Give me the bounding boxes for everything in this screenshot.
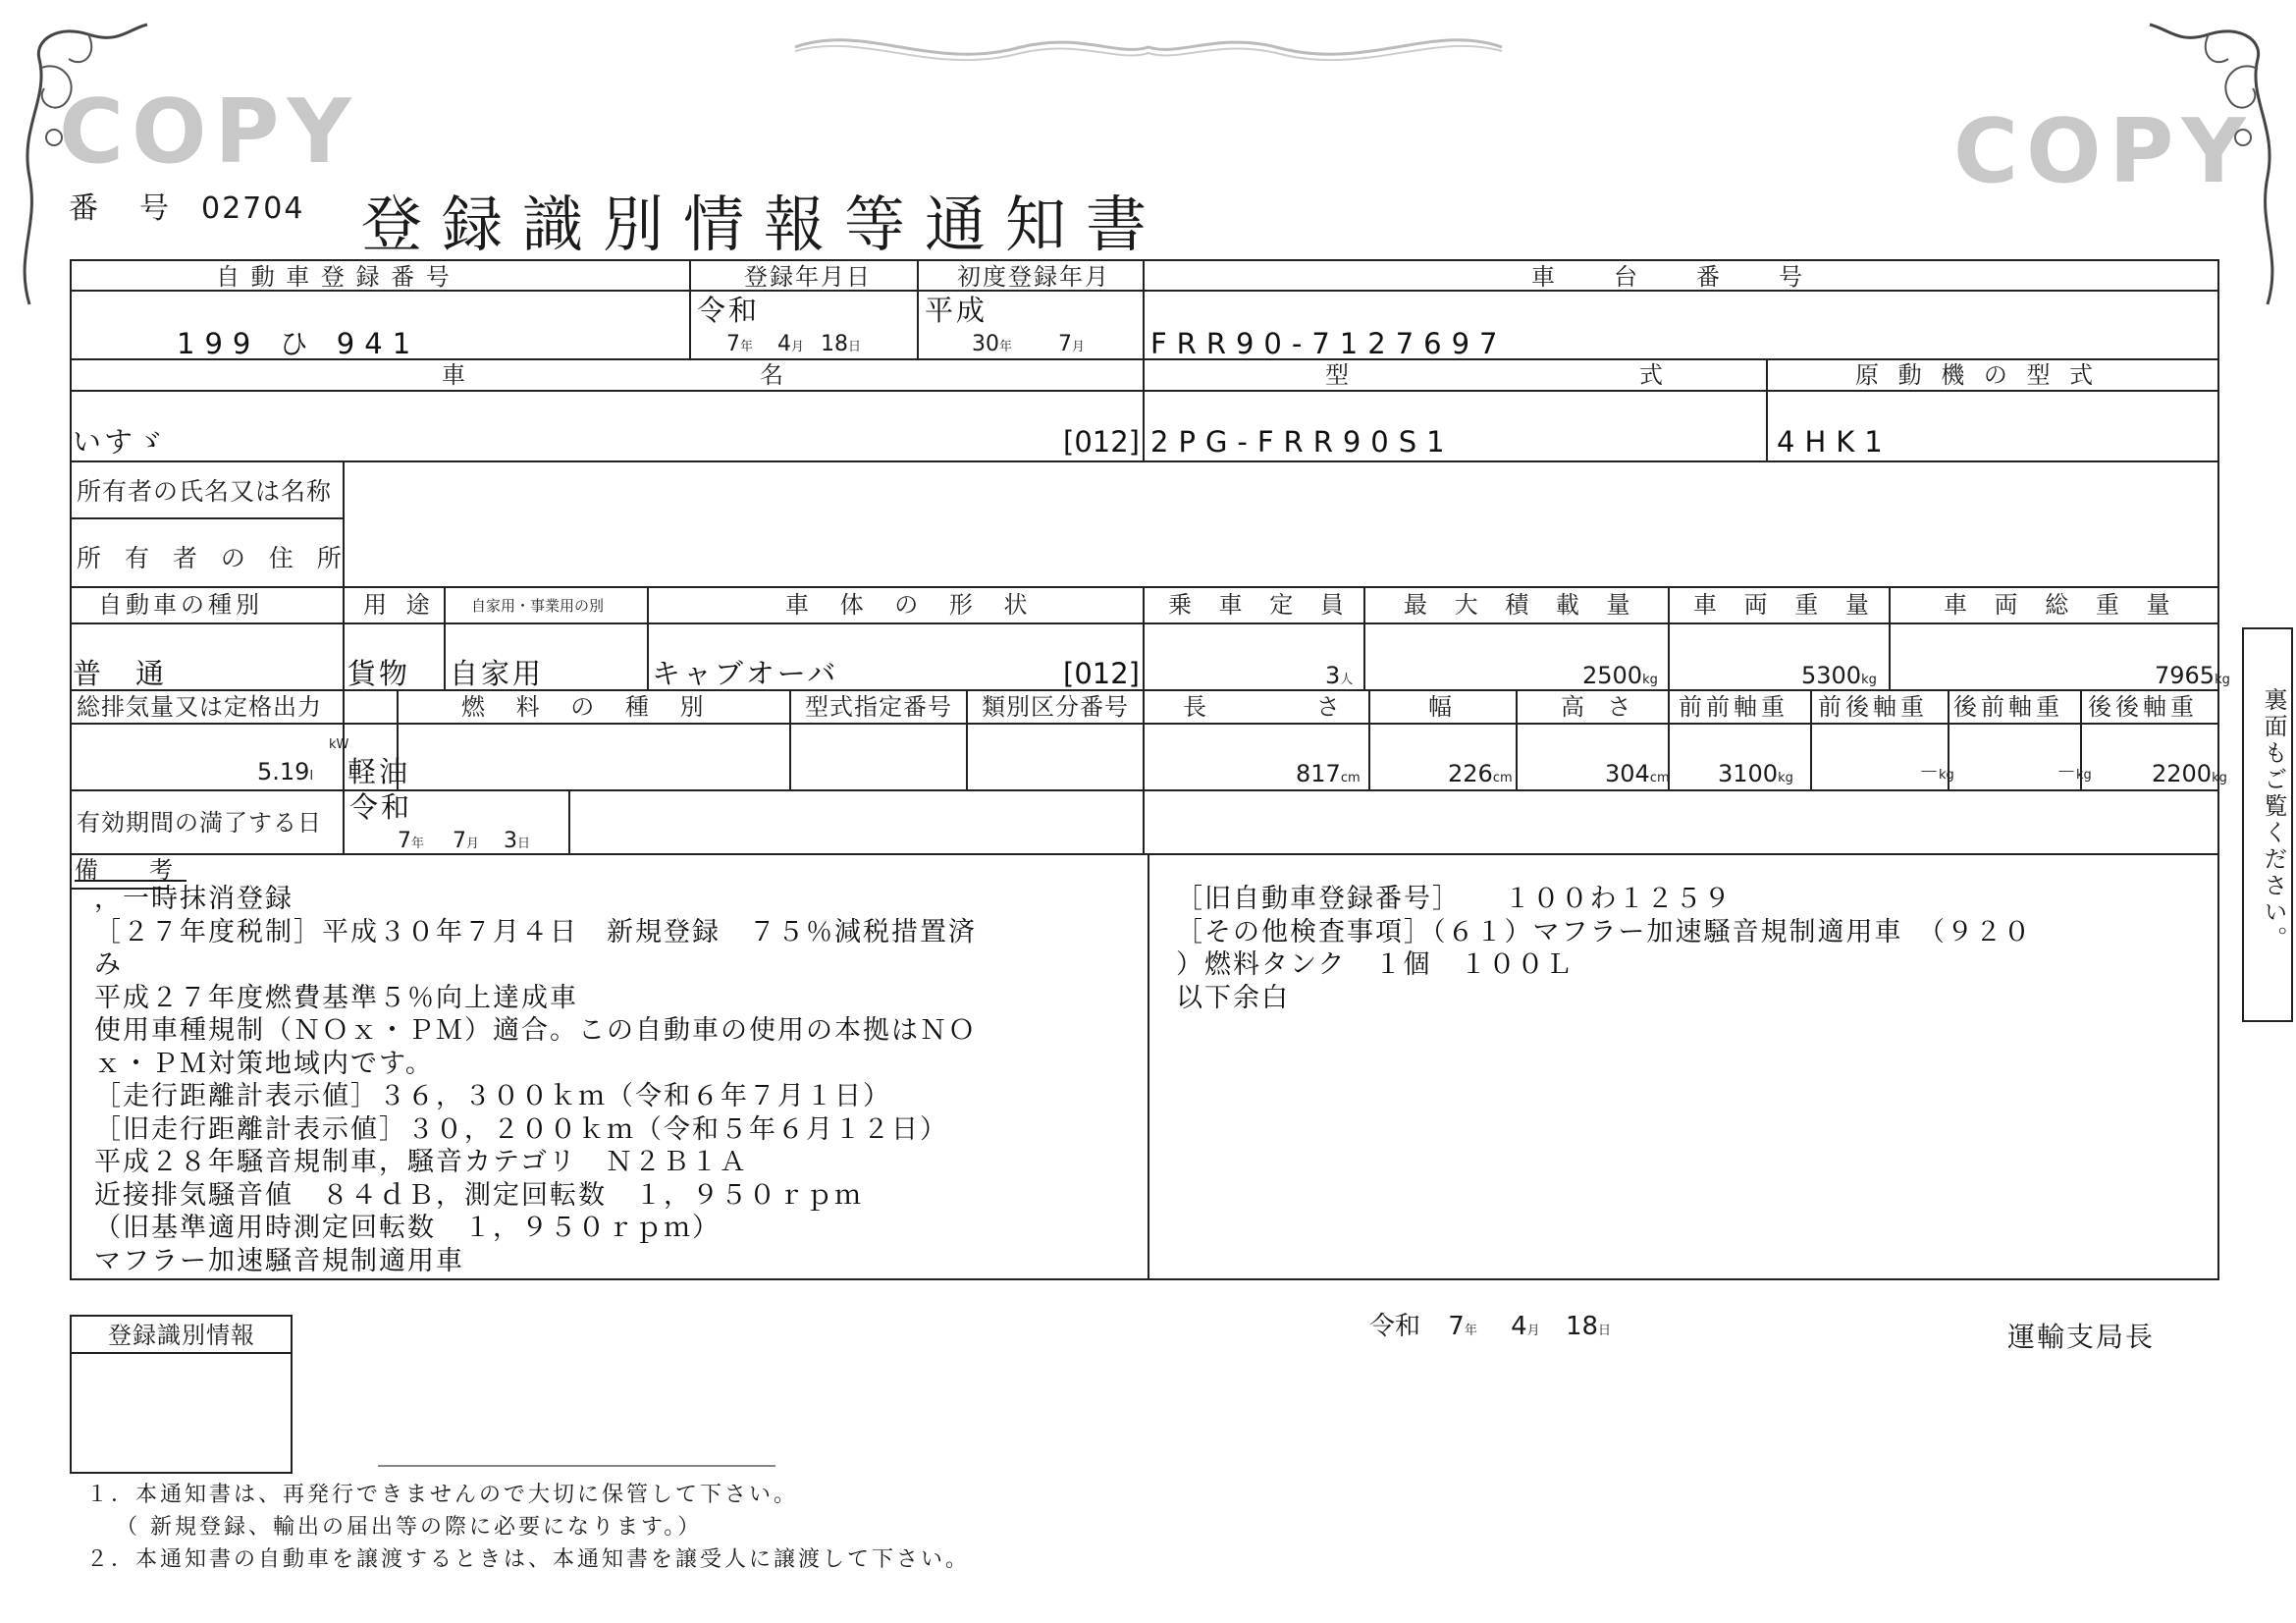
header-owner-address: 所 有 者 の 住 所: [77, 544, 349, 572]
unit-kg: kg: [1939, 768, 1954, 783]
remark-line: 以下余白: [1176, 982, 1290, 1013]
unit-year: 年: [411, 837, 425, 851]
header-registration-date: 登録年月日: [744, 263, 872, 291]
header-remarks: 備 考: [75, 856, 187, 884]
displacement-value: [257, 760, 313, 784]
unit-year: 年: [999, 340, 1013, 354]
header-rear-rear-axle: 後後軸重: [2088, 693, 2198, 721]
rear-front-axle: －: [2056, 760, 2076, 784]
issue-date-year: 7: [1448, 1312, 1465, 1341]
remark-line: 平成２８年騒音規制車，騒音カテゴリ Ｎ２Ｂ１Ａ: [94, 1147, 748, 1177]
gross-weight-value: [2155, 664, 2230, 687]
fuel-type: 軽油: [347, 755, 411, 788]
header-body-shape: 車 体 の 形 状: [785, 591, 1040, 619]
length: 817: [1296, 760, 1341, 787]
unit-person: 人: [1340, 673, 1354, 687]
header-registration-number: 自 動 車 登 録 番 号: [216, 263, 452, 291]
header-vehicle-kind: 自動車の種別: [98, 591, 263, 619]
unit-kw: kW: [329, 737, 349, 752]
remark-line: ｘ・ＰＭ対策地域内です。: [94, 1048, 434, 1079]
rear-rear-axle: 2200: [2152, 760, 2213, 787]
header-gross-weight: 車 両 総 重 量: [1944, 591, 2180, 619]
first-registration-date: [972, 334, 1085, 355]
note-1b: （ 新規登録、輸出の届出等の際に必要になります。）: [116, 1515, 703, 1540]
document-number-label: 番 号: [69, 191, 175, 226]
note-2: ２．本通知書の自動車を譲渡するときは、本通知書を譲受人に譲渡して下さい。: [86, 1547, 971, 1572]
unit-kg: kg: [1642, 673, 1658, 687]
registration-number: 199 ひ 941: [177, 327, 421, 360]
remark-line: 平成２７年度燃費基準５％向上達成車: [94, 982, 578, 1013]
header-fuel-type: 燃 料 の 種 別: [461, 693, 716, 721]
remark-line: 近接排気騒音値 ８４ｄＢ，測定回転数 １，９５０ｒｐｍ: [94, 1179, 863, 1211]
header-type-designation: 型式指定番号: [805, 693, 952, 721]
watermark-copy-left: COPY: [59, 81, 359, 184]
remark-line: 使用車種規制（ＮＯｘ・ＰＭ）適合。この自動車の使用の本拠はＮＯ: [94, 1015, 977, 1046]
remark-line: ）燃料タンク １個 １００Ｌ: [1176, 949, 1575, 980]
header-vehicle-name: 車 名: [442, 361, 813, 389]
remark-line: マフラー加速騒音規制適用車: [94, 1245, 464, 1276]
gross-weight: 7965: [2155, 662, 2216, 689]
issue-date: [1369, 1314, 1611, 1339]
remark-line: ［旧自動車登録番号］ １００わ１２５９: [1176, 884, 1733, 914]
issuer: 運輸支局長: [2007, 1321, 2156, 1353]
remark-line: み: [94, 949, 123, 980]
unit-day: 日: [1598, 1324, 1612, 1338]
expiry-era: 令和: [349, 790, 413, 824]
header-capacity: 乗 車 定 員: [1168, 591, 1354, 619]
registration-date-month: 4: [777, 332, 792, 356]
registration-date-era: 令和: [697, 294, 761, 327]
issue-date-month: 4: [1511, 1312, 1527, 1341]
first-registration-year: 30: [972, 332, 999, 356]
chassis-number: FRR90-7127697: [1150, 327, 1508, 360]
header-use: 用 途: [363, 591, 436, 619]
document-number: 02704: [201, 191, 305, 226]
vehicle-use: 貨物: [347, 657, 411, 690]
expiry-date: [398, 831, 530, 852]
engine-model: 4HK1: [1777, 425, 1893, 459]
unit-kg: kg: [2215, 673, 2230, 687]
header-first-registration: 初度登録年月: [957, 263, 1110, 291]
vehicle-kind: 普 通: [73, 657, 168, 690]
rear-rear-axle-value: [2152, 762, 2227, 785]
header-displacement: 総排気量又は定格出力: [77, 693, 322, 721]
first-registration-month: 7: [1058, 332, 1073, 356]
remark-line: ［走行距離計表示値］３６，３００ｋｍ（令和６年７月１日）: [94, 1081, 891, 1111]
header-class-number: 類別区分番号: [982, 693, 1129, 721]
remark-line: ［その他検査事項］（６１）マフラー加速騒音規制適用車 （９２０: [1176, 916, 2032, 947]
registration-date: [726, 334, 861, 355]
header-width: 幅: [1428, 693, 1454, 721]
registration-info-box-label: 登録識別情報: [108, 1322, 255, 1349]
header-owner-name: 所有者の氏名又は名称: [77, 477, 333, 506]
header-private-business: 自家用・事業用の別: [471, 597, 605, 615]
unit-month: 月: [791, 340, 805, 354]
side-note-text: 裏面もご覧ください。: [2260, 687, 2287, 952]
side-note: [2250, 687, 2285, 952]
unit-month: 月: [1526, 1324, 1540, 1338]
front-rear-axle: －: [1919, 760, 1939, 784]
unit-month: 月: [1072, 340, 1086, 354]
expiry-month: 7: [453, 829, 467, 853]
unit-day: 日: [848, 340, 862, 354]
front-front-axle-value: [1718, 762, 1793, 785]
unit-kg: kg: [2212, 771, 2227, 785]
expiry-day: 3: [504, 829, 518, 853]
issue-date-day: 18: [1565, 1312, 1599, 1341]
unit-kg: kg: [1778, 771, 1793, 785]
vehicle-weight-value: [1801, 664, 1877, 687]
header-rear-front-axle: 後前軸重: [1953, 693, 2063, 721]
expiry-year: 7: [398, 829, 411, 853]
note-1: １．本通知書は、再発行できませんので大切に保管して下さい。: [86, 1483, 799, 1507]
header-front-front-axle: 前前軸重: [1679, 693, 1789, 721]
header-height: 高 さ: [1561, 693, 1639, 721]
watermark-copy-right: COPY: [1953, 100, 2254, 203]
rear-front-axle-value: [2056, 762, 2092, 782]
capacity: 3: [1325, 662, 1341, 689]
remark-line: ［旧走行距離計表示値］３０，２００ｋｍ（令和５年６月１２日）: [94, 1113, 948, 1145]
unit-cm: cm: [1340, 771, 1361, 785]
header-length: 長 さ: [1183, 693, 1350, 721]
header-model: 型 式: [1325, 361, 1702, 389]
header-expiry: 有効期間の満了する日: [77, 809, 322, 837]
issue-date-era: 令和: [1369, 1312, 1421, 1341]
remark-line: （旧基準適用時測定回転数 １，９５０ｒｐｍ）: [94, 1213, 721, 1243]
unit-l: l: [309, 769, 314, 784]
header-engine-model: 原 動 機 の 型 式: [1855, 361, 2100, 389]
unit-cm: cm: [1492, 771, 1513, 785]
unit-month: 月: [466, 837, 480, 851]
front-rear-axle-value: [1919, 762, 1954, 782]
header-max-load: 最 大 積 載 量: [1404, 591, 1640, 619]
vehicle-weight: 5300: [1801, 662, 1862, 689]
unit-kg: kg: [1861, 673, 1877, 687]
header-vehicle-weight: 車 両 重 量: [1693, 591, 1879, 619]
width: 226: [1448, 760, 1493, 787]
capacity-value: [1325, 664, 1353, 687]
vehicle-name: いすゞ: [73, 425, 168, 459]
body-shape-code: [012]: [1063, 657, 1140, 690]
registration-date-day: 18: [821, 332, 849, 356]
vehicle-model: 2PG-FRR90S1: [1150, 425, 1455, 459]
vehicle-name-code: [012]: [1063, 425, 1140, 459]
private-business: 自家用: [450, 657, 545, 690]
height-value: [1605, 762, 1670, 785]
height: 304: [1605, 760, 1650, 787]
unit-cm: cm: [1649, 771, 1670, 785]
unit-year: 年: [740, 340, 754, 354]
document-title: 登録識別情報等通知書: [361, 189, 1167, 260]
max-load: 2500: [1582, 662, 1643, 689]
displacement: 5.19: [257, 758, 310, 785]
width-value: [1448, 762, 1513, 785]
remark-line: ，一時抹消登録: [94, 884, 294, 914]
max-load-value: [1582, 664, 1658, 687]
front-front-axle: 3100: [1718, 760, 1779, 787]
unit-year: 年: [1464, 1324, 1477, 1338]
length-value: [1296, 762, 1361, 785]
unit-day: 日: [517, 837, 531, 851]
header-front-rear-axle: 前後軸重: [1818, 693, 1928, 721]
registration-date-year: 7: [726, 332, 740, 356]
remark-line: ［２７年度税制］平成３０年７月４日 新規登録 ７５％減税措置済: [94, 916, 977, 947]
header-chassis-number: 車 台 番 号: [1531, 263, 1820, 291]
unit-kg: kg: [2076, 768, 2092, 783]
first-registration-era: 平成: [925, 294, 988, 327]
body-shape: キャブオーバ: [652, 657, 839, 690]
